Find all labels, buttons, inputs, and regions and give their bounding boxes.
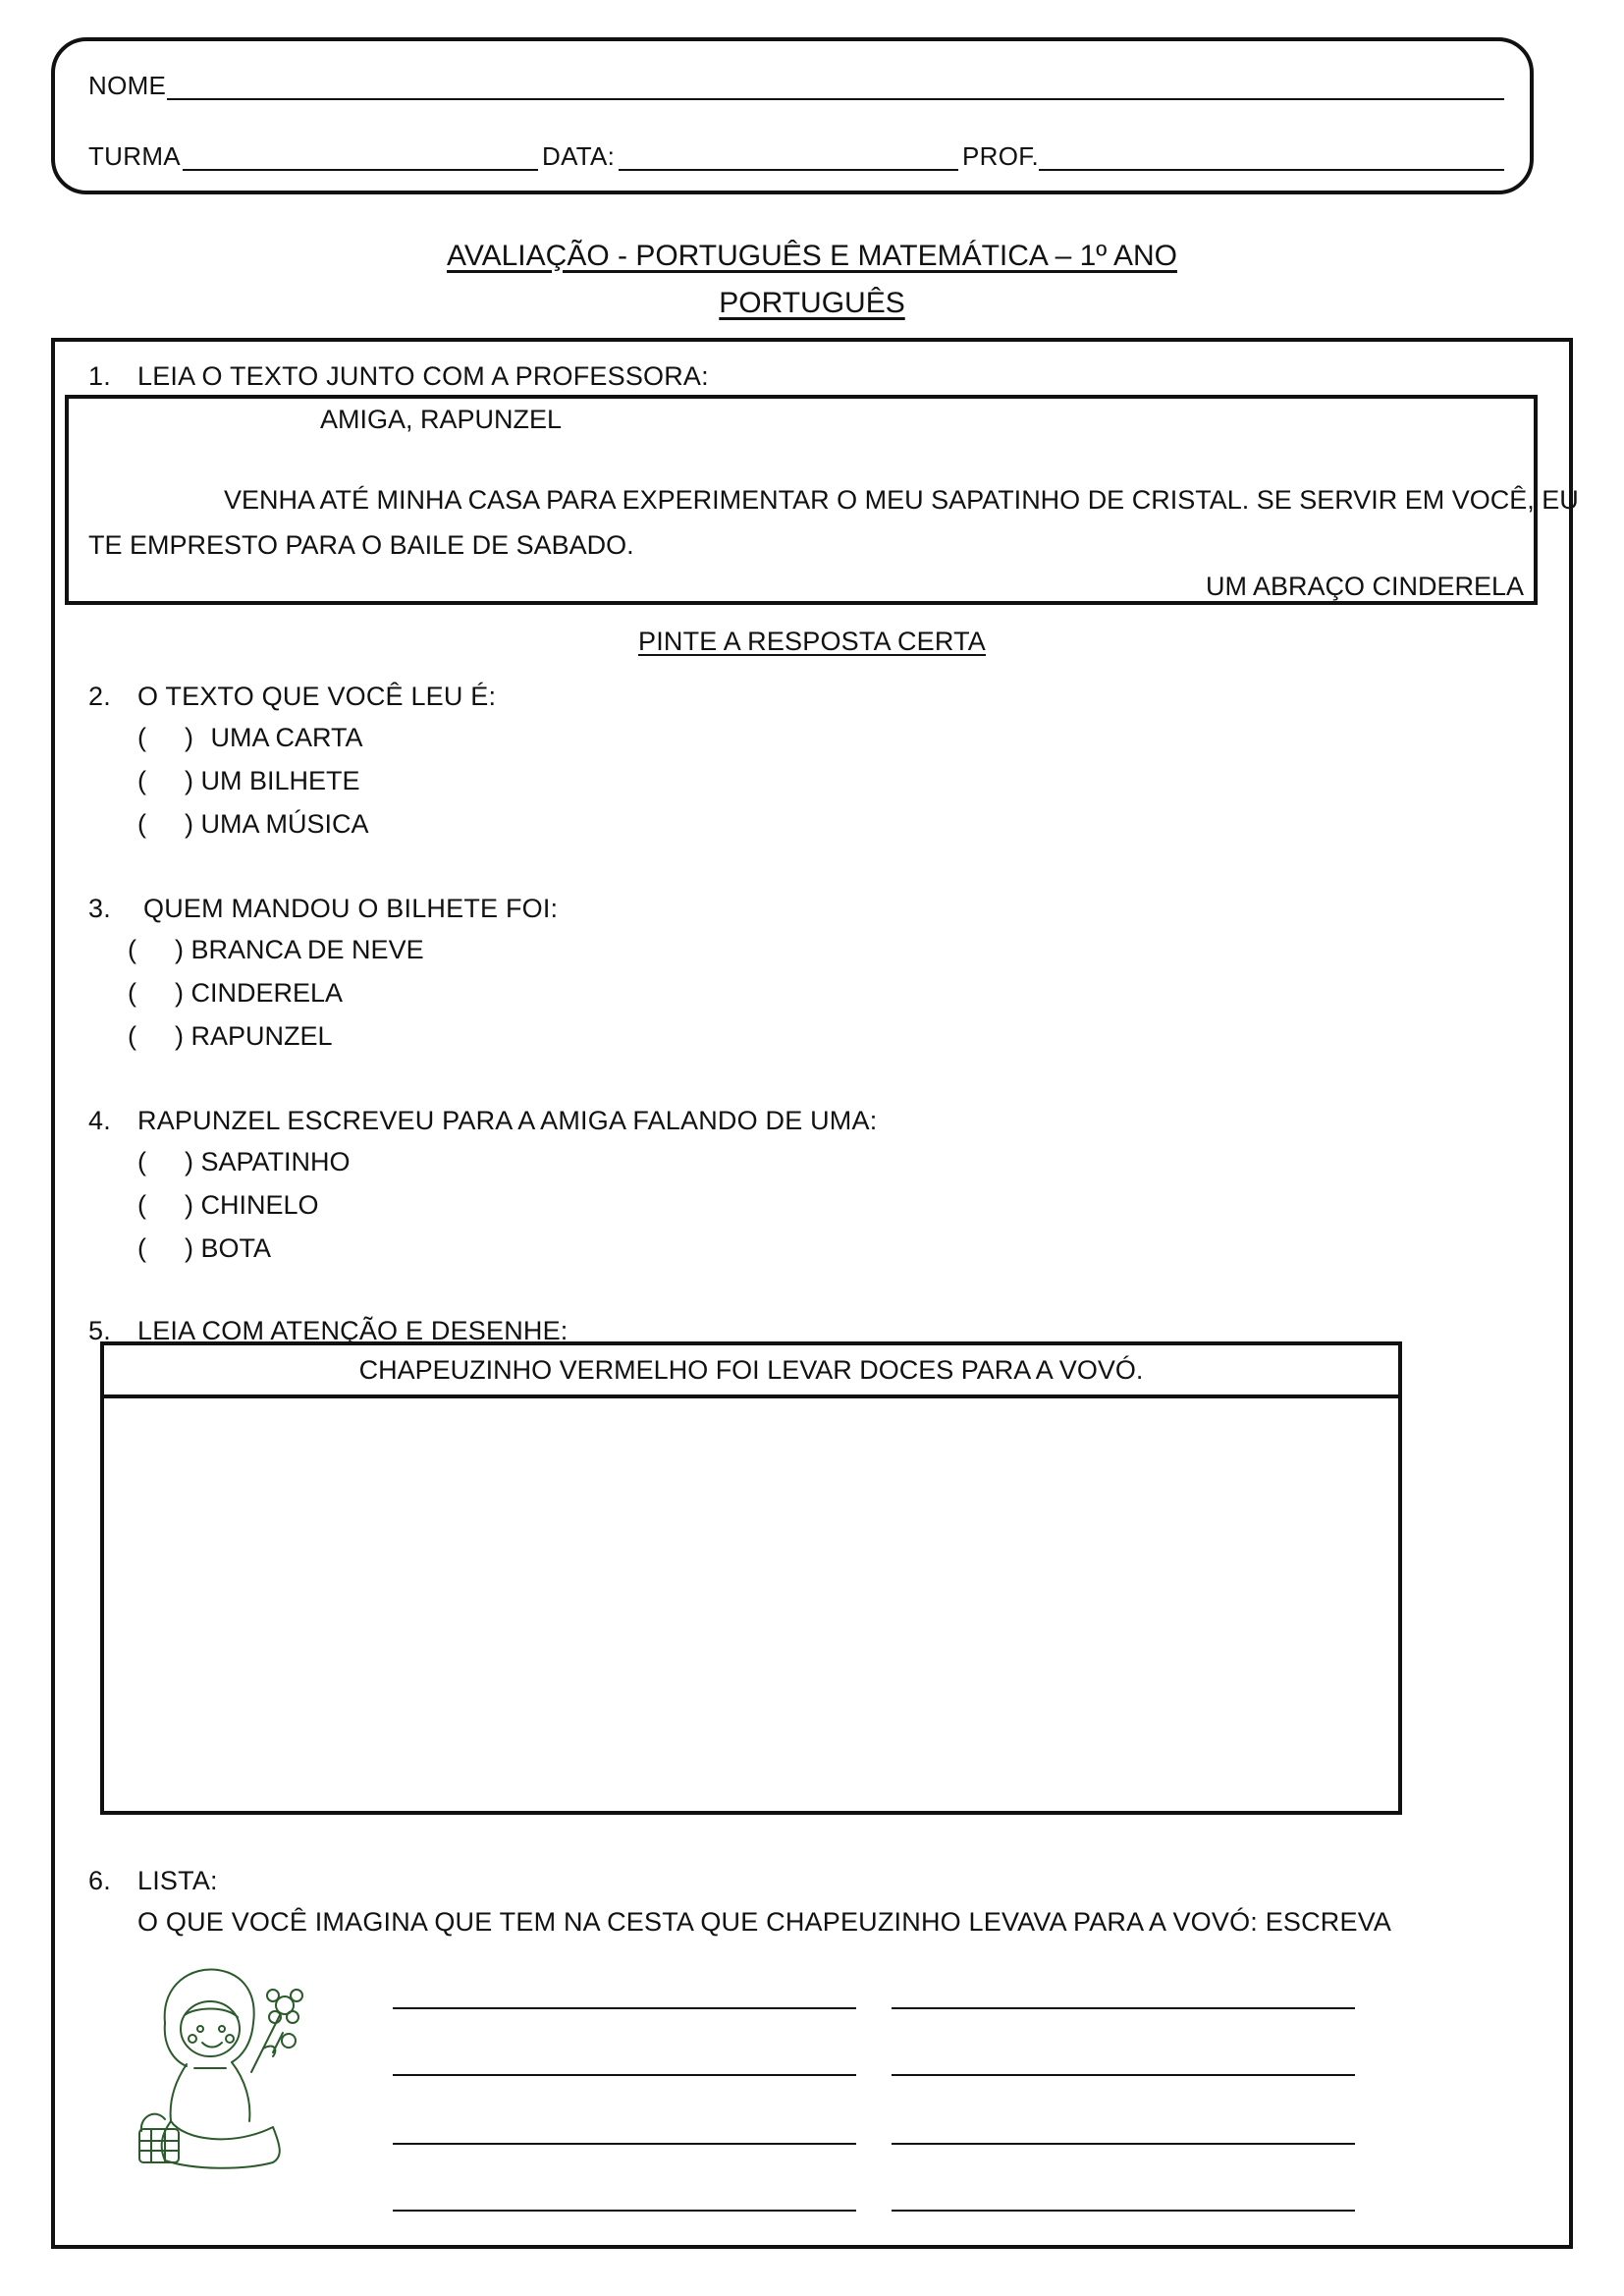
teacher-label: PROF. [962,141,1040,171]
q2-option-3[interactable] [137,809,369,840]
option-label: CHINELO [200,1190,319,1220]
letter-greeting: AMIGA, RAPUNZEL [320,405,563,434]
q3-number: 3. [88,894,111,923]
option-paren-close: ) [185,1190,193,1220]
q5-text: LEIA COM ATENÇÃO E DESENHE: [137,1316,568,1345]
subject-title: PORTUGUÊS [719,287,905,319]
page-title: AVALIAÇÃO - PORTUGUÊS E MATEMÁTICA – 1º ANO [447,240,1177,272]
option-label: BRANCA DE NEVE [190,935,424,964]
q4-option-1[interactable] [137,1147,351,1177]
teacher-field[interactable] [1039,169,1504,171]
writing-line[interactable] [393,2143,856,2145]
q6-text: LISTA: [137,1866,218,1895]
option-paren-open: ( [137,809,146,839]
option-paren-close: ) [185,766,193,795]
writing-line[interactable] [892,2143,1355,2145]
option-paren-open: ( [137,723,146,752]
q2-text: O TEXTO QUE VOCÊ LEU É: [137,682,497,711]
option-label: UMA MÚSICA [200,809,369,839]
option-paren-open: ( [128,978,136,1008]
q1-text: LEIA O TEXTO JUNTO COM A PROFESSORA: [137,361,709,391]
option-paren-close: ) [185,809,193,839]
option-label: CINDERELA [190,978,344,1008]
writing-line[interactable] [393,2210,856,2212]
q3-text: QUEM MANDOU O BILHETE FOI: [143,894,559,923]
option-paren-open: ( [128,1021,136,1051]
option-paren-open: ( [137,766,146,795]
option-paren-open: ( [137,1147,146,1176]
writing-line[interactable] [393,2007,856,2009]
option-paren-open: ( [137,1190,146,1220]
option-label: RAPUNZEL [190,1021,333,1051]
date-label: DATA: [542,141,616,171]
q3-option-3[interactable] [128,1021,333,1052]
q4-number: 4. [88,1106,111,1135]
option-label: BOTA [200,1233,272,1263]
writing-line[interactable] [892,2007,1355,2009]
writing-line[interactable] [393,2074,856,2076]
option-paren-open: ( [137,1233,146,1263]
q4-option-3[interactable] [137,1233,271,1264]
option-label: UMA CARTA [210,723,363,752]
q6-prompt: O QUE VOCÊ IMAGINA QUE TEM NA CESTA QUE CHAPEUZINHO LEVAVA PARA A VOVÓ: ESCREVA [137,1907,1392,1937]
drawing-area[interactable] [100,1394,1402,1815]
q4-option-2[interactable] [137,1190,319,1221]
option-paren-close: ) [175,1021,184,1051]
q2-option-1[interactable] [137,723,363,753]
letter-signature: UM ABRAÇO CINDERELA [1206,572,1525,601]
q3-option-1[interactable] [128,935,424,965]
option-paren-close: ) [185,1233,193,1263]
q4-text: RAPUNZEL ESCREVEU PARA A AMIGA FALANDO DE UMA: [137,1106,878,1135]
red-riding-hood-illustration [135,1954,310,2174]
option-paren-close: ) [175,935,184,964]
class-label: TURMA [88,141,181,171]
q1-number: 1. [88,361,111,391]
student-info-box [51,37,1534,194]
letter-body-line1: VENHA ATÉ MINHA CASA PARA EXPERIMENTAR O MEU SAPATINHO DE CRISTAL. SE SERVIR EM VOCÊ, EU [224,485,1579,515]
writing-line[interactable] [892,2074,1355,2076]
option-paren-close: ) [185,1147,193,1176]
q2-option-2[interactable] [137,766,360,796]
option-paren-open: ( [128,935,136,964]
date-field[interactable] [619,169,958,171]
q6-number: 6. [88,1866,111,1895]
option-label: UM BILHETE [200,766,360,795]
name-label: NOME [88,71,167,100]
instruction: PINTE A RESPOSTA CERTA [638,627,987,656]
q5-number: 5. [88,1316,111,1345]
class-field[interactable] [183,169,538,171]
drawing-prompt: CHAPEUZINHO VERMELHO FOI LEVAR DOCES PARA A VOVÓ. [100,1341,1402,1398]
letter-body-line2: TE EMPRESTO PARA O BAILE DE SABADO. [88,530,634,560]
writing-line[interactable] [892,2210,1355,2212]
name-field[interactable] [167,98,1504,100]
q3-option-2[interactable] [128,978,343,1009]
option-paren-close: ) [185,723,193,752]
q2-number: 2. [88,682,111,711]
option-paren-close: ) [175,978,184,1008]
option-label: SAPATINHO [200,1147,351,1176]
